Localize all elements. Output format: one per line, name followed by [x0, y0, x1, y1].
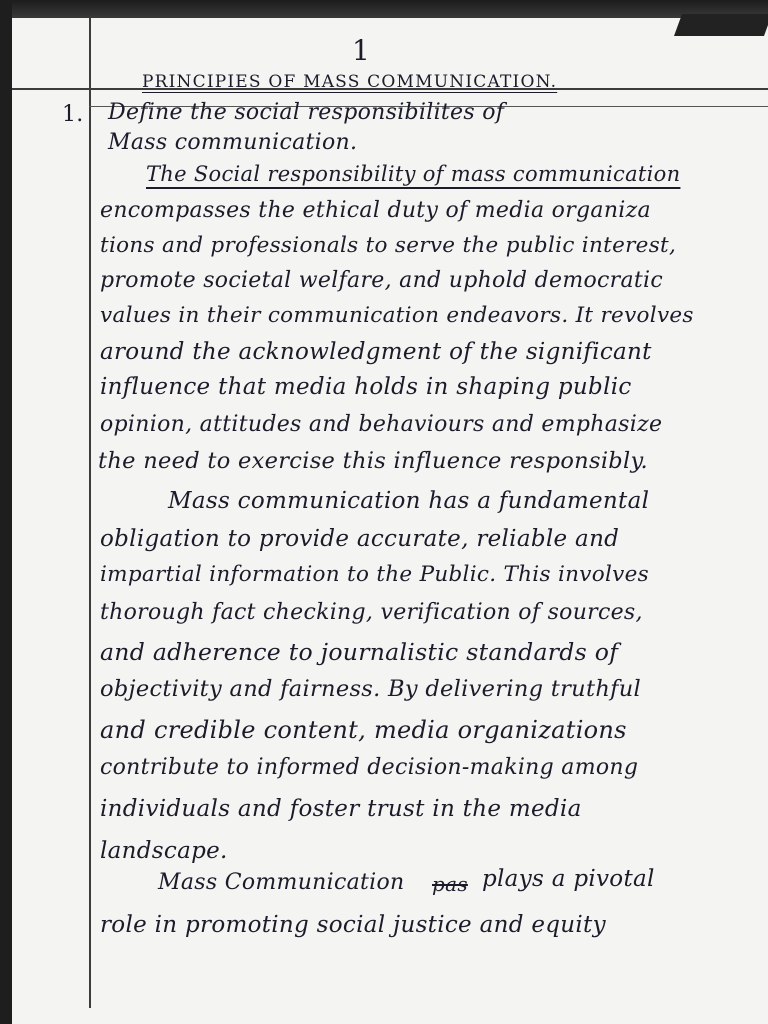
answer-line: impartial information to the Public. This involves [100, 562, 649, 587]
answer-line: Mass Communication [158, 870, 405, 895]
answer-line: tions and professionals to serve the public interest, [100, 233, 677, 258]
answer-line: around the acknowledgment of the significant [100, 339, 652, 365]
answer-line: Mass communication has a fundamental [168, 488, 650, 514]
answer-line: and credible content, media organizations [100, 716, 627, 744]
answer-line: encompasses the ethical duty of media organiza [100, 198, 651, 223]
page-left-shadow [0, 0, 12, 1024]
page-corner-shadow [674, 14, 768, 36]
question-number: 1. [62, 102, 84, 127]
answer-line: and adherence to journalistic standards of [100, 638, 619, 666]
answer-line: obligation to provide accurate, reliable and [100, 526, 620, 552]
answer-line: individuals and foster trust in the media [100, 796, 582, 822]
answer-line: thorough fact checking, verification of sources, [100, 600, 643, 625]
answer-line: influence that media holds in shaping public [100, 374, 632, 400]
answer-line: promote societal welfare, and uphold democratic [100, 268, 663, 293]
answer-line: landscape. [100, 838, 228, 864]
answer-line: role in promoting social justice and equity [100, 912, 606, 938]
answer-heading-line: The Social responsibility of mass communication [146, 162, 681, 186]
page-top-shadow [0, 0, 768, 18]
answer-line: contribute to informed decision-making among [100, 755, 639, 780]
answer-line: plays a pivotal [482, 866, 655, 892]
page-title: PRINCIPIES OF MASS COMMUNICATION. [142, 72, 558, 92]
question-line: Define the social responsibilites of [108, 100, 505, 125]
answer-line: opinion, attitudes and behaviours and emphasize [100, 412, 663, 437]
answer-line: values in their communication endeavors. It revolves [100, 303, 694, 328]
struck-word: pas [432, 872, 468, 896]
margin-line [89, 18, 91, 1008]
answer-line: objectivity and fairness. By delivering truthful [100, 676, 642, 702]
page-number: 1 [352, 34, 371, 67]
answer-line: the need to exercise this influence responsibly. [98, 448, 648, 474]
question-line: Mass communication. [108, 130, 358, 155]
